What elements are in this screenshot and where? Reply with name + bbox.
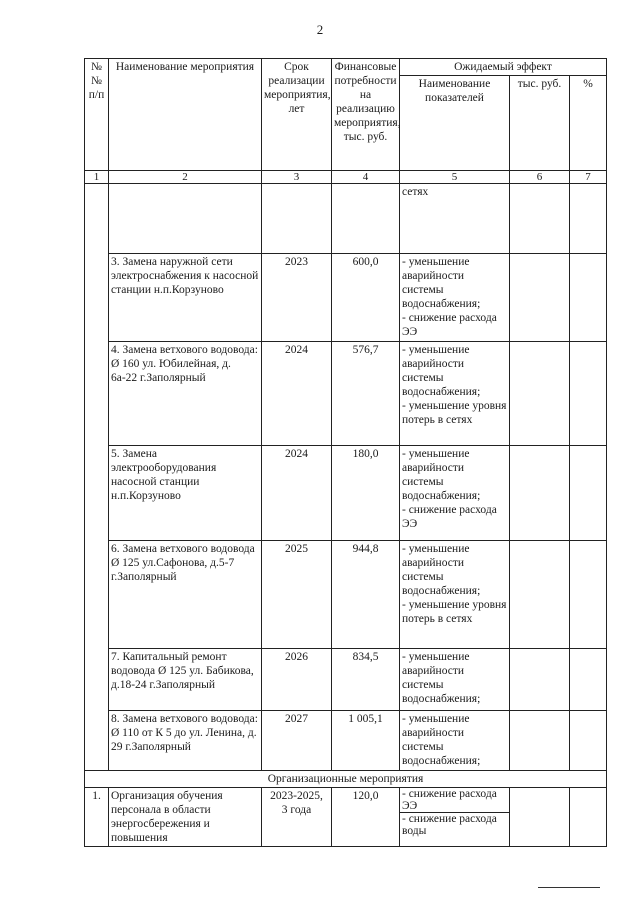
measure-amount: 600,0 <box>332 254 400 342</box>
table-row <box>85 342 607 446</box>
col-number: 4 <box>332 171 400 184</box>
col-number: 5 <box>400 171 510 184</box>
header-indicator-name: Наименование показателей <box>400 76 510 171</box>
continuation-row <box>85 184 607 254</box>
page-number: 2 <box>316 22 324 37</box>
measure-year: 2023 <box>262 254 332 342</box>
column-numbers-row <box>85 171 607 184</box>
measure-name: 5. Замена электрооборудования насосной станции н.п.Корзуново <box>109 446 262 541</box>
measure-effect: - уменьшение аварийности системы водоснабжения; - уменьшение уровня потерь в сетях <box>400 342 510 446</box>
measure-name: 4. Замена ветхового водовода: Ø 160 ул. Юбилейная, д. 6а-22 г.Заполярный <box>109 342 262 446</box>
table-row <box>85 254 607 342</box>
col-number: 2 <box>109 171 262 184</box>
measure-amount: 1 005,1 <box>332 711 400 771</box>
measure-effect: - уменьшение аварийности системы водоснабжения; - снижение расхода ЭЭ <box>400 254 510 342</box>
effect-cell: сетях <box>400 184 510 254</box>
measure-name: 8. Замена ветхового водовода: Ø 110 от К 5 до ул. Ленина, д. 29 г.Заполярный <box>109 711 262 771</box>
header-thousand-rub: тыс. руб. <box>510 76 570 171</box>
org-effect-2: - снижение расхода воды <box>402 813 497 837</box>
measure-effect: - уменьшение аварийности системы водоснабжения; - снижение расхода ЭЭ <box>400 446 510 541</box>
table-row <box>85 711 607 771</box>
table-row <box>85 541 607 649</box>
measure-name: 3. Замена наружной сети электроснабжения к насосной станции н.п.Корзуново <box>109 254 262 342</box>
table-row <box>85 788 607 847</box>
col-number: 1 <box>85 171 109 184</box>
measure-amount: 834,5 <box>332 649 400 711</box>
org-effect-1: - снижение расхода ЭЭ <box>400 788 509 813</box>
merged-number-cell <box>85 184 109 771</box>
header-measure-name: Наименование мероприятия <box>109 59 262 171</box>
col-number: 7 <box>570 171 607 184</box>
measure-year: 2024 <box>262 342 332 446</box>
measure-year: 2024 <box>262 446 332 541</box>
org-number: 1. <box>85 788 109 847</box>
measure-year: 2027 <box>262 711 332 771</box>
header-expected-effect: Ожидаемый эффект <box>400 59 607 76</box>
header-number: №№ п/п <box>85 59 109 171</box>
org-amount: 120,0 <box>332 788 400 847</box>
table-row <box>85 446 607 541</box>
section-row <box>85 771 607 788</box>
header-financing: Финансовые потребности на реализацию мероприятия, тыс. руб. <box>332 59 400 171</box>
measure-year: 2026 <box>262 649 332 711</box>
measure-effect: - уменьшение аварийности системы водоснабжения; <box>400 711 510 771</box>
org-effects <box>400 788 510 847</box>
table-row <box>85 649 607 711</box>
header-period: Срок реализации мероприятия, лет <box>262 59 332 171</box>
col-number: 6 <box>510 171 570 184</box>
section-title: Организационные мероприятия <box>85 771 607 788</box>
measure-amount: 576,7 <box>332 342 400 446</box>
measure-year: 2025 <box>262 541 332 649</box>
measures-table <box>84 58 607 847</box>
measure-name: 7. Капитальный ремонт водовода Ø 125 ул. Бабикова, д.18-24 г.Заполярный <box>109 649 262 711</box>
measure-effect: - уменьшение аварийности системы водоснабжения; - уменьшение уровня потерь в сетях <box>400 541 510 649</box>
signature-line <box>538 887 600 888</box>
org-period: 2023-2025, 3 года <box>262 788 332 847</box>
col-number: 3 <box>262 171 332 184</box>
org-measure-name: Организация обучения персонала в области энергосбережения и повышения <box>109 788 262 847</box>
header-percent: % <box>570 76 607 171</box>
measure-effect: - уменьшение аварийности системы водоснабжения; <box>400 649 510 711</box>
measure-amount: 180,0 <box>332 446 400 541</box>
measure-name: 6. Замена ветхового водовода Ø 125 ул.Сафонова, д.5-7 г.Заполярный <box>109 541 262 649</box>
measure-amount: 944,8 <box>332 541 400 649</box>
